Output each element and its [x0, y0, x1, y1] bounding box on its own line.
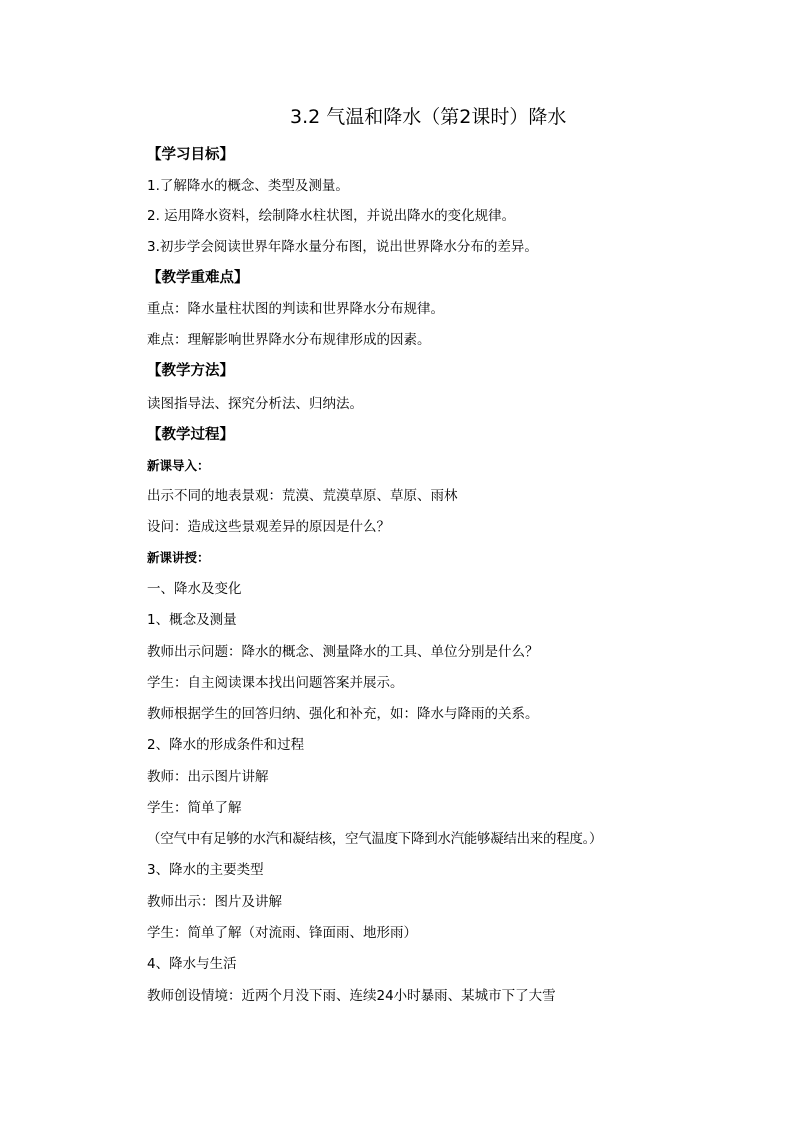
subheading-introduction: 新课导入：: [147, 458, 210, 473]
paragraph-line: 学生：简单了解（对流雨、锋面雨、地形雨）: [147, 925, 417, 941]
methods-text: 读图指导法、探究分析法、归纳法。: [147, 396, 363, 412]
section-heading-methods: 【教学方法】: [147, 363, 234, 379]
section-heading-learning-goals: 【学习目标】: [147, 147, 234, 163]
subheading-new-lesson: 新课讲授：: [147, 550, 210, 565]
key-point: 重点：降水量柱状图的判读和世界降水分布规律。: [147, 301, 444, 317]
paragraph-line: 学生：简单了解: [147, 800, 242, 816]
paragraph-line: 4、降水与生活: [147, 956, 237, 972]
paragraph-line: 设问：造成这些景观差异的原因是什么？: [147, 519, 390, 535]
paragraph-line: 教师：出示图片讲解: [147, 769, 269, 785]
paragraph-line: 3、降水的主要类型: [147, 862, 264, 878]
paragraph-line: 学生：自主阅读课本找出问题答案并展示。: [147, 675, 404, 691]
goal-item: 3.初步学会阅读世界年降水量分布图，说出世界降水分布的差异。: [147, 239, 538, 255]
paragraph-line: 1、概念及测量: [147, 612, 237, 628]
paragraph-line: 一、降水及变化: [147, 581, 242, 597]
difficult-point: 难点：理解影响世界降水分布规律形成的因素。: [147, 332, 431, 348]
paragraph-line: 教师根据学生的回答归纳、强化和补充，如：降水与降雨的关系。: [147, 706, 539, 722]
paragraph-line: 教师出示：图片及讲解: [147, 894, 282, 910]
goal-item: 2. 运用降水资料，绘制降水柱状图，并说出降水的变化规律。: [147, 208, 516, 224]
paragraph-line: 教师创设情境：近两个月没下雨、连续24小时暴雨、某城市下了大雪: [147, 988, 556, 1004]
section-heading-process: 【教学过程】: [147, 427, 234, 443]
paragraph-line: （空气中有足够的水汽和凝结核，空气温度下降到水汽能够凝结出来的程度。）: [147, 831, 603, 847]
document-title: 3.2 气温和降水（第2课时）降水: [290, 106, 567, 128]
paragraph-line: 出示不同的地表景观：荒漠、荒漠草原、草原、雨林: [147, 488, 458, 504]
goal-item: 1.了解降水的概念、类型及测量。: [147, 178, 349, 194]
section-heading-key-points: 【教学重难点】: [147, 270, 249, 286]
paragraph-line: 2、降水的形成条件和过程: [147, 737, 305, 753]
paragraph-line: 教师出示问题：降水的概念、测量降水的工具、单位分别是什么？: [147, 644, 539, 660]
